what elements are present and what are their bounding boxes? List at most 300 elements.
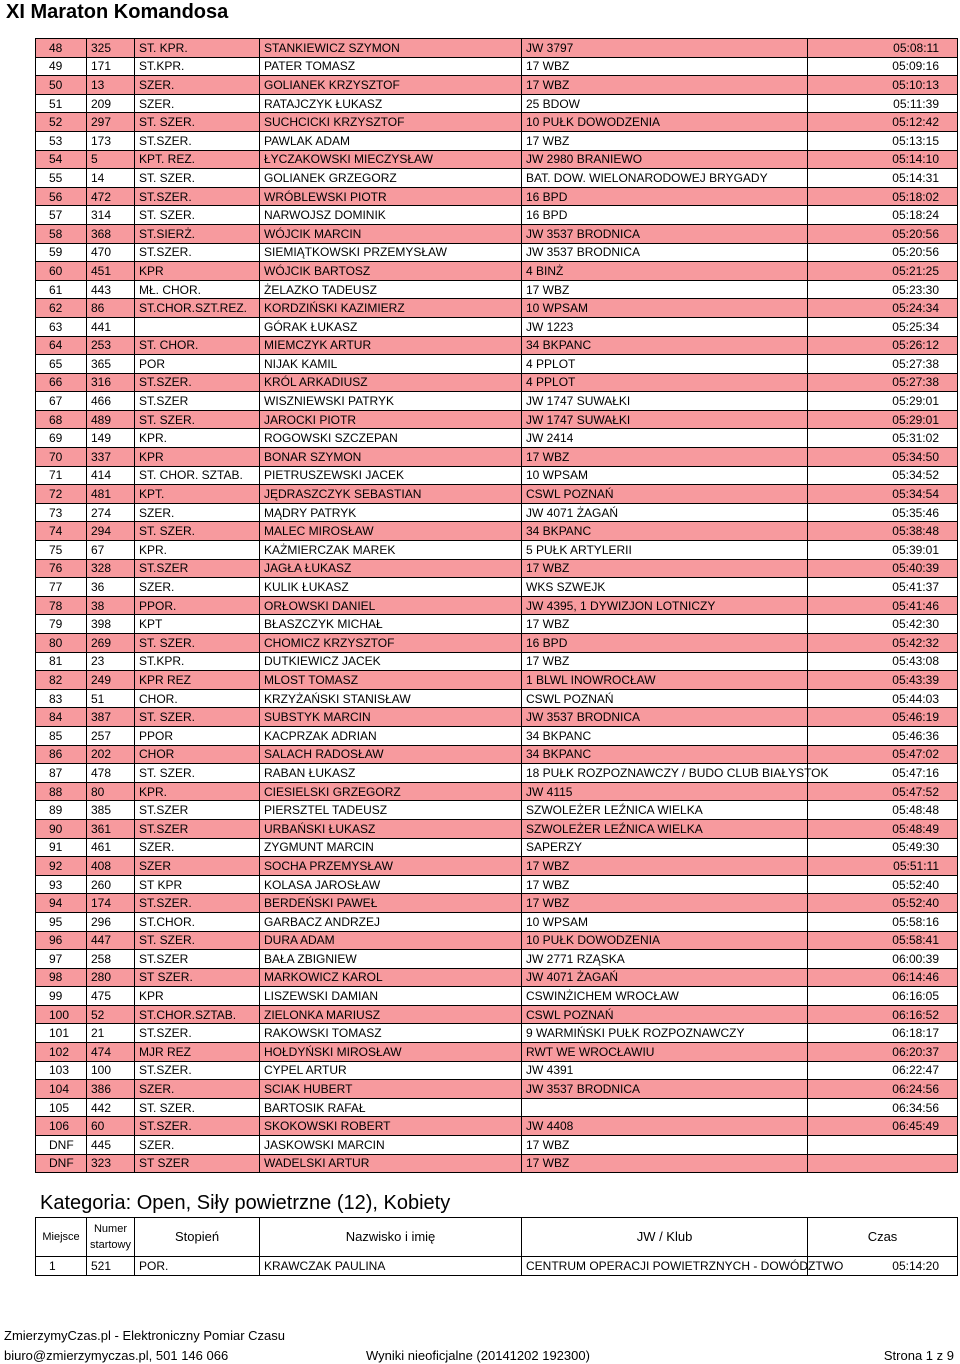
table-row [36,336,958,355]
cell-bib: 202 [87,745,135,764]
cell-place: 99 [36,987,87,1006]
cell-bib: 447 [87,931,135,950]
cell-bib: 386 [87,1080,135,1099]
cell-name: WÓJCIK BARTOSZ [260,262,522,281]
cell-rank: SZER. [135,76,260,95]
cell-bib: 481 [87,485,135,504]
cell-name: KAŻMIERCZAK MAREK [260,541,522,560]
cell-name: WISZNIEWSKI PATRYK [260,392,522,411]
cell-place: 64 [36,336,87,355]
cell-place: 53 [36,131,87,150]
cell-bib: 23 [87,652,135,671]
cell-name: GÓRAK ŁUKASZ [260,317,522,336]
table-row [36,857,958,876]
header-name: Nazwisko i imię [260,1218,522,1257]
header-bib: Numer startowy [87,1218,135,1257]
cell-unit: CSWL POZNAŃ [522,485,808,504]
cell-rank: ST.CHOR.SZTAB. [135,1005,260,1024]
cell-bib: 294 [87,522,135,541]
women-body [36,1257,958,1276]
cell-rank: ST.SZER. [135,187,260,206]
table-row [36,1136,958,1155]
table-row [36,801,958,820]
cell-bib: 5 [87,150,135,169]
cell-unit: 17 WBZ [522,559,808,578]
cell-time: 05:20:56 [808,243,958,262]
table-row [36,466,958,485]
cell-name: RATAJCZYK ŁUKASZ [260,94,522,113]
cell-bib: 337 [87,448,135,467]
table-row [36,187,958,206]
table-row [36,782,958,801]
cell-name: KOLASA JAROSŁAW [260,875,522,894]
cell-name: GARBACZ ANDRZEJ [260,912,522,931]
cell-unit: 25 BDOW [522,94,808,113]
cell-time: 05:47:52 [808,782,958,801]
cell-place: 54 [36,150,87,169]
cell-bib: 461 [87,838,135,857]
cell-rank: ST. SZER. [135,1098,260,1117]
cell-unit: 5 PUŁK ARTYLERII [522,541,808,560]
cell-place: 87 [36,764,87,783]
cell-name: DUTKIEWICZ JACEK [260,652,522,671]
cell-name: SCIAK HUBERT [260,1080,522,1099]
table-row [36,894,958,913]
cell-time: 05:43:39 [808,671,958,690]
cell-time: 05:52:40 [808,875,958,894]
cell-rank: ST.SIERŻ. [135,224,260,243]
cell-bib: 297 [87,113,135,132]
cell-time: 05:14:20 [808,1257,958,1276]
cell-unit: JW 1223 [522,317,808,336]
cell-rank: ST. CHOR. SZTAB. [135,466,260,485]
cell-time: 05:12:42 [808,113,958,132]
table-row [36,206,958,225]
table-row [36,1098,958,1117]
table-row [36,950,958,969]
table-row [36,410,958,429]
table-row [36,541,958,560]
cell-bib: 489 [87,410,135,429]
cell-rank: ST. SZER. [135,708,260,727]
cell-bib: 521 [87,1257,135,1276]
cell-unit: 17 WBZ [522,615,808,634]
cell-name: SUCHCICKI KRZYSZTOF [260,113,522,132]
cell-rank: PPOR [135,726,260,745]
cell-bib: 86 [87,299,135,318]
cell-place: 94 [36,894,87,913]
cell-bib: 249 [87,671,135,690]
cell-name: SKOKOWSKI ROBERT [260,1117,522,1136]
cell-name: WÓJCIK MARCIN [260,224,522,243]
cell-bib: 316 [87,373,135,392]
cell-unit: 17 WBZ [522,1136,808,1155]
cell-rank: ST.SZER. [135,243,260,262]
cell-place: 91 [36,838,87,857]
cell-name: ORŁOWSKI DANIEL [260,596,522,615]
cell-rank: PPOR. [135,596,260,615]
cell-bib: 451 [87,262,135,281]
cell-unit: RWT WE WROCŁAWIU [522,1043,808,1062]
cell-rank: ST.SZER [135,950,260,969]
cell-time: 05:14:10 [808,150,958,169]
cell-place: 82 [36,671,87,690]
table-row [36,931,958,950]
cell-name: JAROCKI PIOTR [260,410,522,429]
cell-place: 105 [36,1098,87,1117]
table-row [36,150,958,169]
cell-rank: KPR. [135,541,260,560]
table-row [36,224,958,243]
cell-time: 05:35:46 [808,503,958,522]
cell-bib: 51 [87,689,135,708]
cell-place: 81 [36,652,87,671]
cell-bib: 258 [87,950,135,969]
cell-name: BAŁA ZBIGNIEW [260,950,522,969]
cell-unit: 34 BKPANC [522,336,808,355]
cell-unit: JW 1747 SUWAŁKI [522,392,808,411]
cell-bib: 21 [87,1024,135,1043]
category-title: Kategoria: Open, Siły powietrzne (12), Kobiety [40,1192,451,1214]
cell-time: 05:47:02 [808,745,958,764]
cell-time: 05:42:30 [808,615,958,634]
cell-time: 05:42:32 [808,634,958,653]
cell-unit: 34 BKPANC [522,522,808,541]
cell-place: 71 [36,466,87,485]
cell-rank: ST.CHOR. [135,912,260,931]
cell-place: 59 [36,243,87,262]
page-title: XI Maraton Komandosa [6,1,229,23]
table-row [36,1154,958,1173]
cell-time: 05:46:36 [808,726,958,745]
cell-time: 06:20:37 [808,1043,958,1062]
cell-rank: ST.KPR. [135,652,260,671]
cell-unit: 17 WBZ [522,857,808,876]
cell-name: NARWOJSZ DOMINIK [260,206,522,225]
cell-time: 05:20:56 [808,224,958,243]
table-row [36,76,958,95]
cell-name: MIEMCZYK ARTUR [260,336,522,355]
cell-place: 74 [36,522,87,541]
cell-time: 05:10:13 [808,76,958,95]
cell-name: KULIK ŁUKASZ [260,578,522,597]
table-row [36,280,958,299]
cell-place: 104 [36,1080,87,1099]
cell-rank: KPT [135,615,260,634]
cell-name: KRÓL ARKADIUSZ [260,373,522,392]
cell-name: LISZEWSKI DAMIAN [260,987,522,1006]
cell-name: GOLIANEK KRZYSZTOF [260,76,522,95]
cell-time: 05:24:34 [808,299,958,318]
cell-time: 05:27:38 [808,355,958,374]
cell-name: MĄDRY PATRYK [260,503,522,522]
table-row [36,1080,958,1099]
cell-place: 70 [36,448,87,467]
table-row [36,485,958,504]
cell-rank: SZER. [135,578,260,597]
cell-unit: 17 WBZ [522,894,808,913]
cell-rank: ST.SZER. [135,131,260,150]
cell-time: 05:49:30 [808,838,958,857]
cell-time: 05:40:39 [808,559,958,578]
table-row [36,94,958,113]
cell-time: 05:11:39 [808,94,958,113]
cell-rank: MŁ. CHOR. [135,280,260,299]
cell-rank: KPR. [135,782,260,801]
cell-time: 05:41:37 [808,578,958,597]
cell-name: BŁASZCZYK MICHAŁ [260,615,522,634]
cell-unit: BAT. DOW. WIELONARODOWEJ BRYGADY [522,169,808,188]
cell-place: 52 [36,113,87,132]
cell-rank: ST. SZER. [135,634,260,653]
cell-time: 06:16:05 [808,987,958,1006]
cell-rank: ST. SZER. [135,764,260,783]
table-row [36,559,958,578]
cell-rank: ST.SZER. [135,894,260,913]
cell-rank: ST. CHOR. [135,336,260,355]
cell-place: 50 [36,76,87,95]
cell-place: 88 [36,782,87,801]
table-row [36,355,958,374]
cell-name: WADELSKI ARTUR [260,1154,522,1173]
cell-unit: 10 WPSAM [522,299,808,318]
table-row [36,317,958,336]
cell-time: 05:34:50 [808,448,958,467]
cell-bib: 314 [87,206,135,225]
footer-page: Strona 1 z 9 [883,1348,954,1363]
cell-time: 05:58:16 [808,912,958,931]
cell-unit: JW 4408 [522,1117,808,1136]
cell-bib: 80 [87,782,135,801]
cell-unit: 16 BPD [522,187,808,206]
table-row [36,987,958,1006]
cell-unit: JW 3797 [522,39,808,58]
cell-rank: POR [135,355,260,374]
cell-bib: 171 [87,57,135,76]
cell-name: PATER TOMASZ [260,57,522,76]
table-row [36,392,958,411]
cell-place: 61 [36,280,87,299]
cell-unit [522,1098,808,1117]
cell-name: PIETRUSZEWSKI JACEK [260,466,522,485]
cell-bib: 474 [87,1043,135,1062]
cell-place: 55 [36,169,87,188]
cell-name: BERDEŃSKI PAWEŁ [260,894,522,913]
cell-bib: 325 [87,39,135,58]
table-row [36,113,958,132]
header-time: Czas [808,1218,958,1257]
cell-rank: ST.SZER [135,819,260,838]
cell-bib: 408 [87,857,135,876]
cell-time: 05:43:08 [808,652,958,671]
table-row [36,522,958,541]
cell-bib: 365 [87,355,135,374]
cell-rank: KPR [135,448,260,467]
cell-time: 05:25:34 [808,317,958,336]
cell-name: RABAN ŁUKASZ [260,764,522,783]
cell-unit: JW 3537 BRODNICA [522,224,808,243]
cell-unit: JW 2771 RZĄSKA [522,950,808,969]
table-row [36,708,958,727]
cell-rank: ST.SZER. [135,1117,260,1136]
cell-bib: 475 [87,987,135,1006]
table-row [36,745,958,764]
cell-unit: 10 PUŁK DOWODZENIA [522,931,808,950]
cell-name: DURA ADAM [260,931,522,950]
cell-bib: 60 [87,1117,135,1136]
cell-rank: SZER [135,857,260,876]
cell-place: 62 [36,299,87,318]
header-rank: Stopień [135,1218,260,1257]
cell-bib: 173 [87,131,135,150]
results-table [35,38,958,1173]
table-row [36,1061,958,1080]
cell-rank: SZER. [135,94,260,113]
cell-time: 05:47:16 [808,764,958,783]
cell-rank: SZER. [135,503,260,522]
cell-time: 05:31:02 [808,429,958,448]
cell-place: 96 [36,931,87,950]
cell-bib: 328 [87,559,135,578]
cell-name: BONAR SZYMON [260,448,522,467]
cell-place: 48 [36,39,87,58]
cell-place: 100 [36,1005,87,1024]
cell-bib: 38 [87,596,135,615]
cell-time: 05:29:01 [808,392,958,411]
cell-name: MARKOWICZ KAROL [260,968,522,987]
cell-unit: JW 4071 ŻAGAŃ [522,968,808,987]
cell-time: 05:09:16 [808,57,958,76]
cell-time: 05:27:38 [808,373,958,392]
cell-place: 78 [36,596,87,615]
table-row [36,726,958,745]
table-row [36,262,958,281]
cell-bib: 361 [87,819,135,838]
cell-place: 92 [36,857,87,876]
table-row [36,615,958,634]
cell-unit: 16 BPD [522,634,808,653]
cell-rank: SZER. [135,838,260,857]
cell-rank: CHOR. [135,689,260,708]
table-row [36,912,958,931]
cell-unit: JW 3537 BRODNICA [522,708,808,727]
cell-name: ŻELAZKO TADEUSZ [260,280,522,299]
cell-time: 05:26:12 [808,336,958,355]
cell-unit: 17 WBZ [522,652,808,671]
cell-rank: ST. SZER. [135,169,260,188]
cell-bib: 466 [87,392,135,411]
cell-name: ŁYCZAKOWSKI MIECZYSŁAW [260,150,522,169]
cell-bib: 398 [87,615,135,634]
cell-bib: 441 [87,317,135,336]
cell-bib: 296 [87,912,135,931]
cell-place: 57 [36,206,87,225]
cell-place: 80 [36,634,87,653]
table-row [36,243,958,262]
cell-time: 05:51:11 [808,857,958,876]
cell-time [808,1154,958,1173]
cell-time: 05:13:15 [808,131,958,150]
cell-rank: KPT. REZ. [135,150,260,169]
cell-bib: 149 [87,429,135,448]
cell-rank: ST. SZER. [135,410,260,429]
cell-rank [135,317,260,336]
table-row [36,671,958,690]
cell-bib: 387 [87,708,135,727]
cell-bib: 14 [87,169,135,188]
table-row [36,764,958,783]
cell-name: MLOST TOMASZ [260,671,522,690]
cell-unit: 4 PPLOT [522,373,808,392]
cell-bib: 253 [87,336,135,355]
cell-name: KRAWCZAK PAULINA [260,1257,522,1276]
cell-time: 05:18:24 [808,206,958,225]
cell-time: 06:45:49 [808,1117,958,1136]
cell-time: 06:34:56 [808,1098,958,1117]
cell-place: 73 [36,503,87,522]
cell-place: 85 [36,726,87,745]
results-body [36,39,958,1173]
cell-name: KRZYŻAŃSKI STANISŁAW [260,689,522,708]
cell-bib: 472 [87,187,135,206]
cell-time: 05:38:48 [808,522,958,541]
cell-bib: 36 [87,578,135,597]
cell-unit: 17 WBZ [522,1154,808,1173]
cell-bib: 174 [87,894,135,913]
cell-time: 06:22:47 [808,1061,958,1080]
cell-name: NIJAK KAMIL [260,355,522,374]
cell-bib: 470 [87,243,135,262]
cell-unit: 10 WPSAM [522,466,808,485]
table-row [36,578,958,597]
cell-name: JAGŁA ŁUKASZ [260,559,522,578]
cell-name: SALACH RADOSŁAW [260,745,522,764]
cell-place: 1 [36,1257,87,1276]
cell-name: PIERSZTEL TADEUSZ [260,801,522,820]
cell-rank: MJR REZ [135,1043,260,1062]
cell-unit: 10 PUŁK DOWODZENIA [522,113,808,132]
cell-rank: KPR. [135,429,260,448]
cell-bib: 269 [87,634,135,653]
table-row [36,448,958,467]
cell-unit: JW 4391 [522,1061,808,1080]
cell-place: 84 [36,708,87,727]
cell-bib: 385 [87,801,135,820]
cell-rank: KPR [135,262,260,281]
cell-rank: KPT. [135,485,260,504]
cell-unit: SZWOLEŻER LEŹNICA WIELKA [522,801,808,820]
cell-bib: 414 [87,466,135,485]
table-row [36,634,958,653]
cell-rank: ST. SZER. [135,206,260,225]
cell-name: ZYGMUNT MARCIN [260,838,522,857]
cell-time: 06:00:39 [808,950,958,969]
cell-name: HOŁDYŃSKI MIROSŁAW [260,1043,522,1062]
cell-rank: ST SZER. [135,968,260,987]
table-row [36,1257,958,1276]
cell-place: DNF [36,1154,87,1173]
cell-place: 77 [36,578,87,597]
footer-status: Wyniki nieoficjalne (20141202 192300) [366,1348,590,1363]
cell-time: 05:41:46 [808,596,958,615]
cell-place: 76 [36,559,87,578]
cell-bib: 100 [87,1061,135,1080]
table-row [36,131,958,150]
cell-name: KORDZIŃSKI KAZIMIERZ [260,299,522,318]
cell-rank: ST.KPR. [135,57,260,76]
cell-time: 05:14:31 [808,169,958,188]
table-row [36,503,958,522]
